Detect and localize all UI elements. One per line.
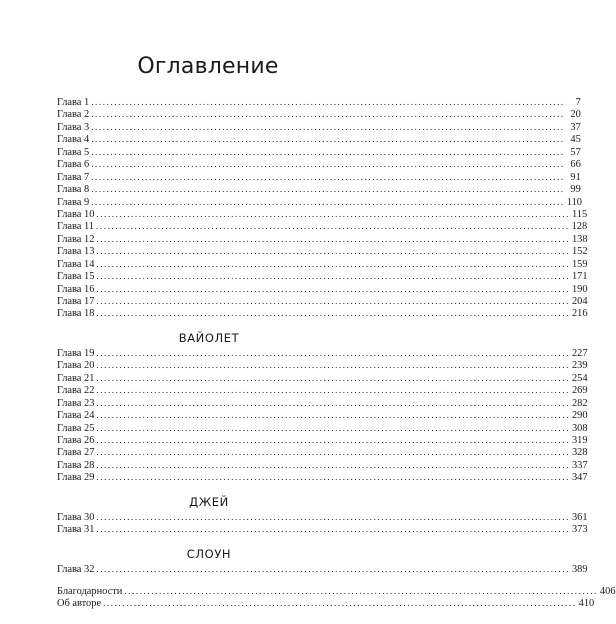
toc-entry[interactable] xyxy=(57,183,581,196)
toc-entry-label: Об авторе xyxy=(57,598,102,610)
toc-entry-page: 7 xyxy=(575,97,581,108)
toc-entry[interactable] xyxy=(57,585,616,597)
toc-entry-label: Глава 4 xyxy=(57,134,90,146)
toc-entry[interactable] xyxy=(57,121,581,133)
toc-leader: ........................................................................................................................... xyxy=(96,511,570,522)
toc-entry-label: Глава 16 xyxy=(57,283,95,295)
toc-entry-label: Глава 13 xyxy=(57,246,95,258)
toc-entry-page: 171 xyxy=(571,271,588,283)
toc-leader: ........................................................................................................................... xyxy=(96,524,570,535)
toc-leader: ........................................................................................................................... xyxy=(91,184,565,195)
toc-entry[interactable] xyxy=(57,146,581,158)
toc-entry-label: Глава 26 xyxy=(57,434,95,446)
toc-entry[interactable] xyxy=(57,108,581,121)
toc-entry-page: 328 xyxy=(571,447,588,459)
toc-leader: ........................................................................................................................... xyxy=(96,397,570,408)
toc-leader: ........................................................................................................................... xyxy=(91,171,565,182)
toc-leader: ........................................................................................................................... xyxy=(91,109,565,120)
toc-entry-page: 57 xyxy=(570,146,581,158)
toc-leader: ........................................................................................................................... xyxy=(96,271,570,282)
toc-entry[interactable] xyxy=(57,347,588,359)
toc-entry[interactable] xyxy=(57,397,588,409)
toc-entry-label: Глава 21 xyxy=(57,372,95,384)
toc-entry-label: Глава 10 xyxy=(57,208,95,220)
section-heading-sloane: СЛОУН xyxy=(186,546,232,561)
toc-entry-label: Глава 15 xyxy=(57,271,95,283)
toc-entry-label: Глава 7 xyxy=(57,171,90,183)
toc-leader: ........................................................................................................................... xyxy=(96,459,570,470)
toc-entry-page: 347 xyxy=(571,472,588,484)
toc-entry-page: 337 xyxy=(571,459,588,471)
toc-leader: ........................................................................................................................... xyxy=(96,434,570,445)
toc-leader: ........................................................................................................................... xyxy=(103,598,577,609)
toc-leader: ........................................................................................................................... xyxy=(96,233,570,244)
toc-entry-label: Благодарности xyxy=(57,586,123,597)
toc-entry[interactable] xyxy=(57,523,588,536)
toc-entry-page: 373 xyxy=(571,524,588,536)
toc-entry-page: 115 xyxy=(571,208,588,220)
toc-entry-page: 239 xyxy=(571,360,588,372)
toc-entry[interactable] xyxy=(57,434,588,446)
toc-entry-label: Глава 28 xyxy=(57,459,95,471)
toc-entry-page: 308 xyxy=(571,422,588,434)
toc-entry[interactable] xyxy=(57,372,588,384)
toc-entry[interactable] xyxy=(57,359,588,372)
toc-leader: ........................................................................................................................... xyxy=(91,159,565,170)
toc-entry[interactable] xyxy=(57,258,588,270)
toc-entry-label: Глава 29 xyxy=(57,472,95,484)
toc-entry[interactable] xyxy=(57,270,588,283)
toc-entry[interactable] xyxy=(57,446,588,459)
toc-group-backmatter xyxy=(57,585,616,610)
toc-entry-label: Глава 8 xyxy=(57,184,90,196)
toc-entry-label: Глава 18 xyxy=(57,308,95,320)
toc-leader: ........................................................................................................................... xyxy=(91,97,565,107)
toc-entry-page: 254 xyxy=(571,372,588,384)
toc-entry-label: Глава 19 xyxy=(57,347,95,359)
toc-entry-label: Глава 27 xyxy=(57,447,95,459)
toc-entry-page: 204 xyxy=(571,296,588,307)
toc-entry-page: 227 xyxy=(571,347,588,359)
toc-leader: ........................................................................................................................... xyxy=(96,296,570,306)
toc-entry-label: Глава 25 xyxy=(57,422,95,434)
toc-entry-label: Глава 24 xyxy=(57,410,95,422)
toc-entry[interactable] xyxy=(57,158,581,171)
toc-leader: ........................................................................................................................... xyxy=(91,146,565,157)
toc-leader: ........................................................................................................................... xyxy=(96,347,570,358)
toc-entry-page: 290 xyxy=(571,410,588,422)
toc-entry-page: 159 xyxy=(571,258,588,270)
toc-entry-page: 389 xyxy=(571,563,588,575)
toc-entry-page: 410 xyxy=(578,598,595,610)
toc-entry[interactable] xyxy=(57,245,588,258)
toc-leader: ........................................................................................................................... xyxy=(96,472,570,483)
toc-entry[interactable] xyxy=(57,511,588,523)
toc-entry[interactable] xyxy=(57,563,588,575)
toc-group-sloane xyxy=(57,563,588,575)
toc-entry-page: 20 xyxy=(570,109,581,121)
toc-entry-page: 91 xyxy=(570,171,581,183)
toc-group-violet xyxy=(57,347,588,484)
toc-entry-label: Глава 14 xyxy=(57,258,95,270)
toc-entry-label: Глава 6 xyxy=(57,159,90,171)
toc-entry-label: Глава 9 xyxy=(57,196,90,208)
toc-entry-page: 282 xyxy=(571,397,588,409)
section-heading-jay: ДЖЕЙ xyxy=(189,494,229,509)
toc-leader: ........................................................................................................................... xyxy=(96,258,570,269)
toc-entry[interactable] xyxy=(57,96,581,108)
toc-entry-label: Глава 30 xyxy=(57,511,95,523)
toc-entry-label: Глава 22 xyxy=(57,385,95,397)
toc-entry-label: Глава 5 xyxy=(57,146,90,158)
toc-entry-label: Глава 31 xyxy=(57,524,95,536)
toc-leader: ........................................................................................................................... xyxy=(96,372,570,383)
toc-leader: ........................................................................................................................... xyxy=(96,283,570,294)
toc-entry-page: 110 xyxy=(566,196,582,208)
toc-entry-page: 269 xyxy=(571,385,588,397)
toc-entry-label: Глава 23 xyxy=(57,397,95,409)
toc-entry[interactable] xyxy=(57,171,581,183)
toc-leader: ........................................................................................................................... xyxy=(96,410,570,421)
toc-entry[interactable] xyxy=(57,283,588,295)
toc-entry-label: Глава 1 xyxy=(57,97,90,108)
toc-entry[interactable] xyxy=(57,384,588,397)
toc-leader: ........................................................................................................................... xyxy=(91,121,565,132)
toc-entry-label: Глава 11 xyxy=(57,221,95,233)
toc-entry[interactable] xyxy=(57,409,588,422)
toc-group-jay xyxy=(57,511,588,536)
toc-leader: ........................................................................................................................... xyxy=(96,563,570,574)
toc-leader: ........................................................................................................................... xyxy=(96,221,570,232)
toc-leader: ........................................................................................................................... xyxy=(96,208,570,219)
toc-entry-label: Глава 12 xyxy=(57,233,95,245)
toc-entry-page: 361 xyxy=(571,511,588,523)
toc-entry-page: 45 xyxy=(570,134,581,146)
toc-entry[interactable] xyxy=(57,307,588,320)
toc-entry[interactable] xyxy=(57,459,588,471)
toc-entry[interactable] xyxy=(57,597,595,610)
toc-entry-page: 99 xyxy=(570,184,581,196)
toc-entry[interactable] xyxy=(57,208,588,220)
toc-entry-page: 128 xyxy=(571,221,588,233)
toc-entry-label: Глава 2 xyxy=(57,109,90,121)
toc-entry[interactable] xyxy=(57,471,588,484)
toc-entry[interactable] xyxy=(57,295,588,307)
toc-leader: ........................................................................................................................... xyxy=(91,196,565,207)
toc-leader: ........................................................................................................................... xyxy=(91,134,565,145)
toc-entry-label: Глава 3 xyxy=(57,121,90,133)
toc-entry-page: 152 xyxy=(571,246,588,258)
toc-group-main xyxy=(57,96,588,320)
toc-leader: ........................................................................................................................... xyxy=(124,586,598,596)
toc-entry-page: 37 xyxy=(570,121,581,133)
toc-entry[interactable] xyxy=(57,196,582,208)
toc-entry-page: 190 xyxy=(571,283,588,295)
toc-leader: ........................................................................................................................... xyxy=(96,447,570,458)
toc-leader: ........................................................................................................................... xyxy=(96,422,570,433)
toc-leader: ........................................................................................................................... xyxy=(96,246,570,257)
table-of-contents xyxy=(57,96,616,610)
toc-entry[interactable] xyxy=(57,422,588,434)
section-heading-violet: ВАЙОЛЕТ xyxy=(178,330,240,345)
toc-leader: ........................................................................................................................... xyxy=(96,385,570,396)
toc-entry-page: 216 xyxy=(571,308,588,320)
toc-entry-page: 319 xyxy=(571,434,588,446)
toc-entry-page: 406 xyxy=(599,586,616,597)
toc-entry-label: Глава 20 xyxy=(57,360,95,372)
toc-entry-label: Глава 32 xyxy=(57,563,95,575)
toc-entry[interactable] xyxy=(57,133,581,146)
page-title: Оглавление xyxy=(137,54,279,79)
toc-entry[interactable] xyxy=(57,220,588,233)
toc-entry[interactable] xyxy=(57,233,588,245)
toc-leader: ........................................................................................................................... xyxy=(96,308,570,319)
toc-entry-label: Глава 17 xyxy=(57,296,95,307)
toc-entry-page: 138 xyxy=(571,233,588,245)
toc-entry-page: 66 xyxy=(570,159,581,171)
toc-leader: ........................................................................................................................... xyxy=(96,360,570,371)
